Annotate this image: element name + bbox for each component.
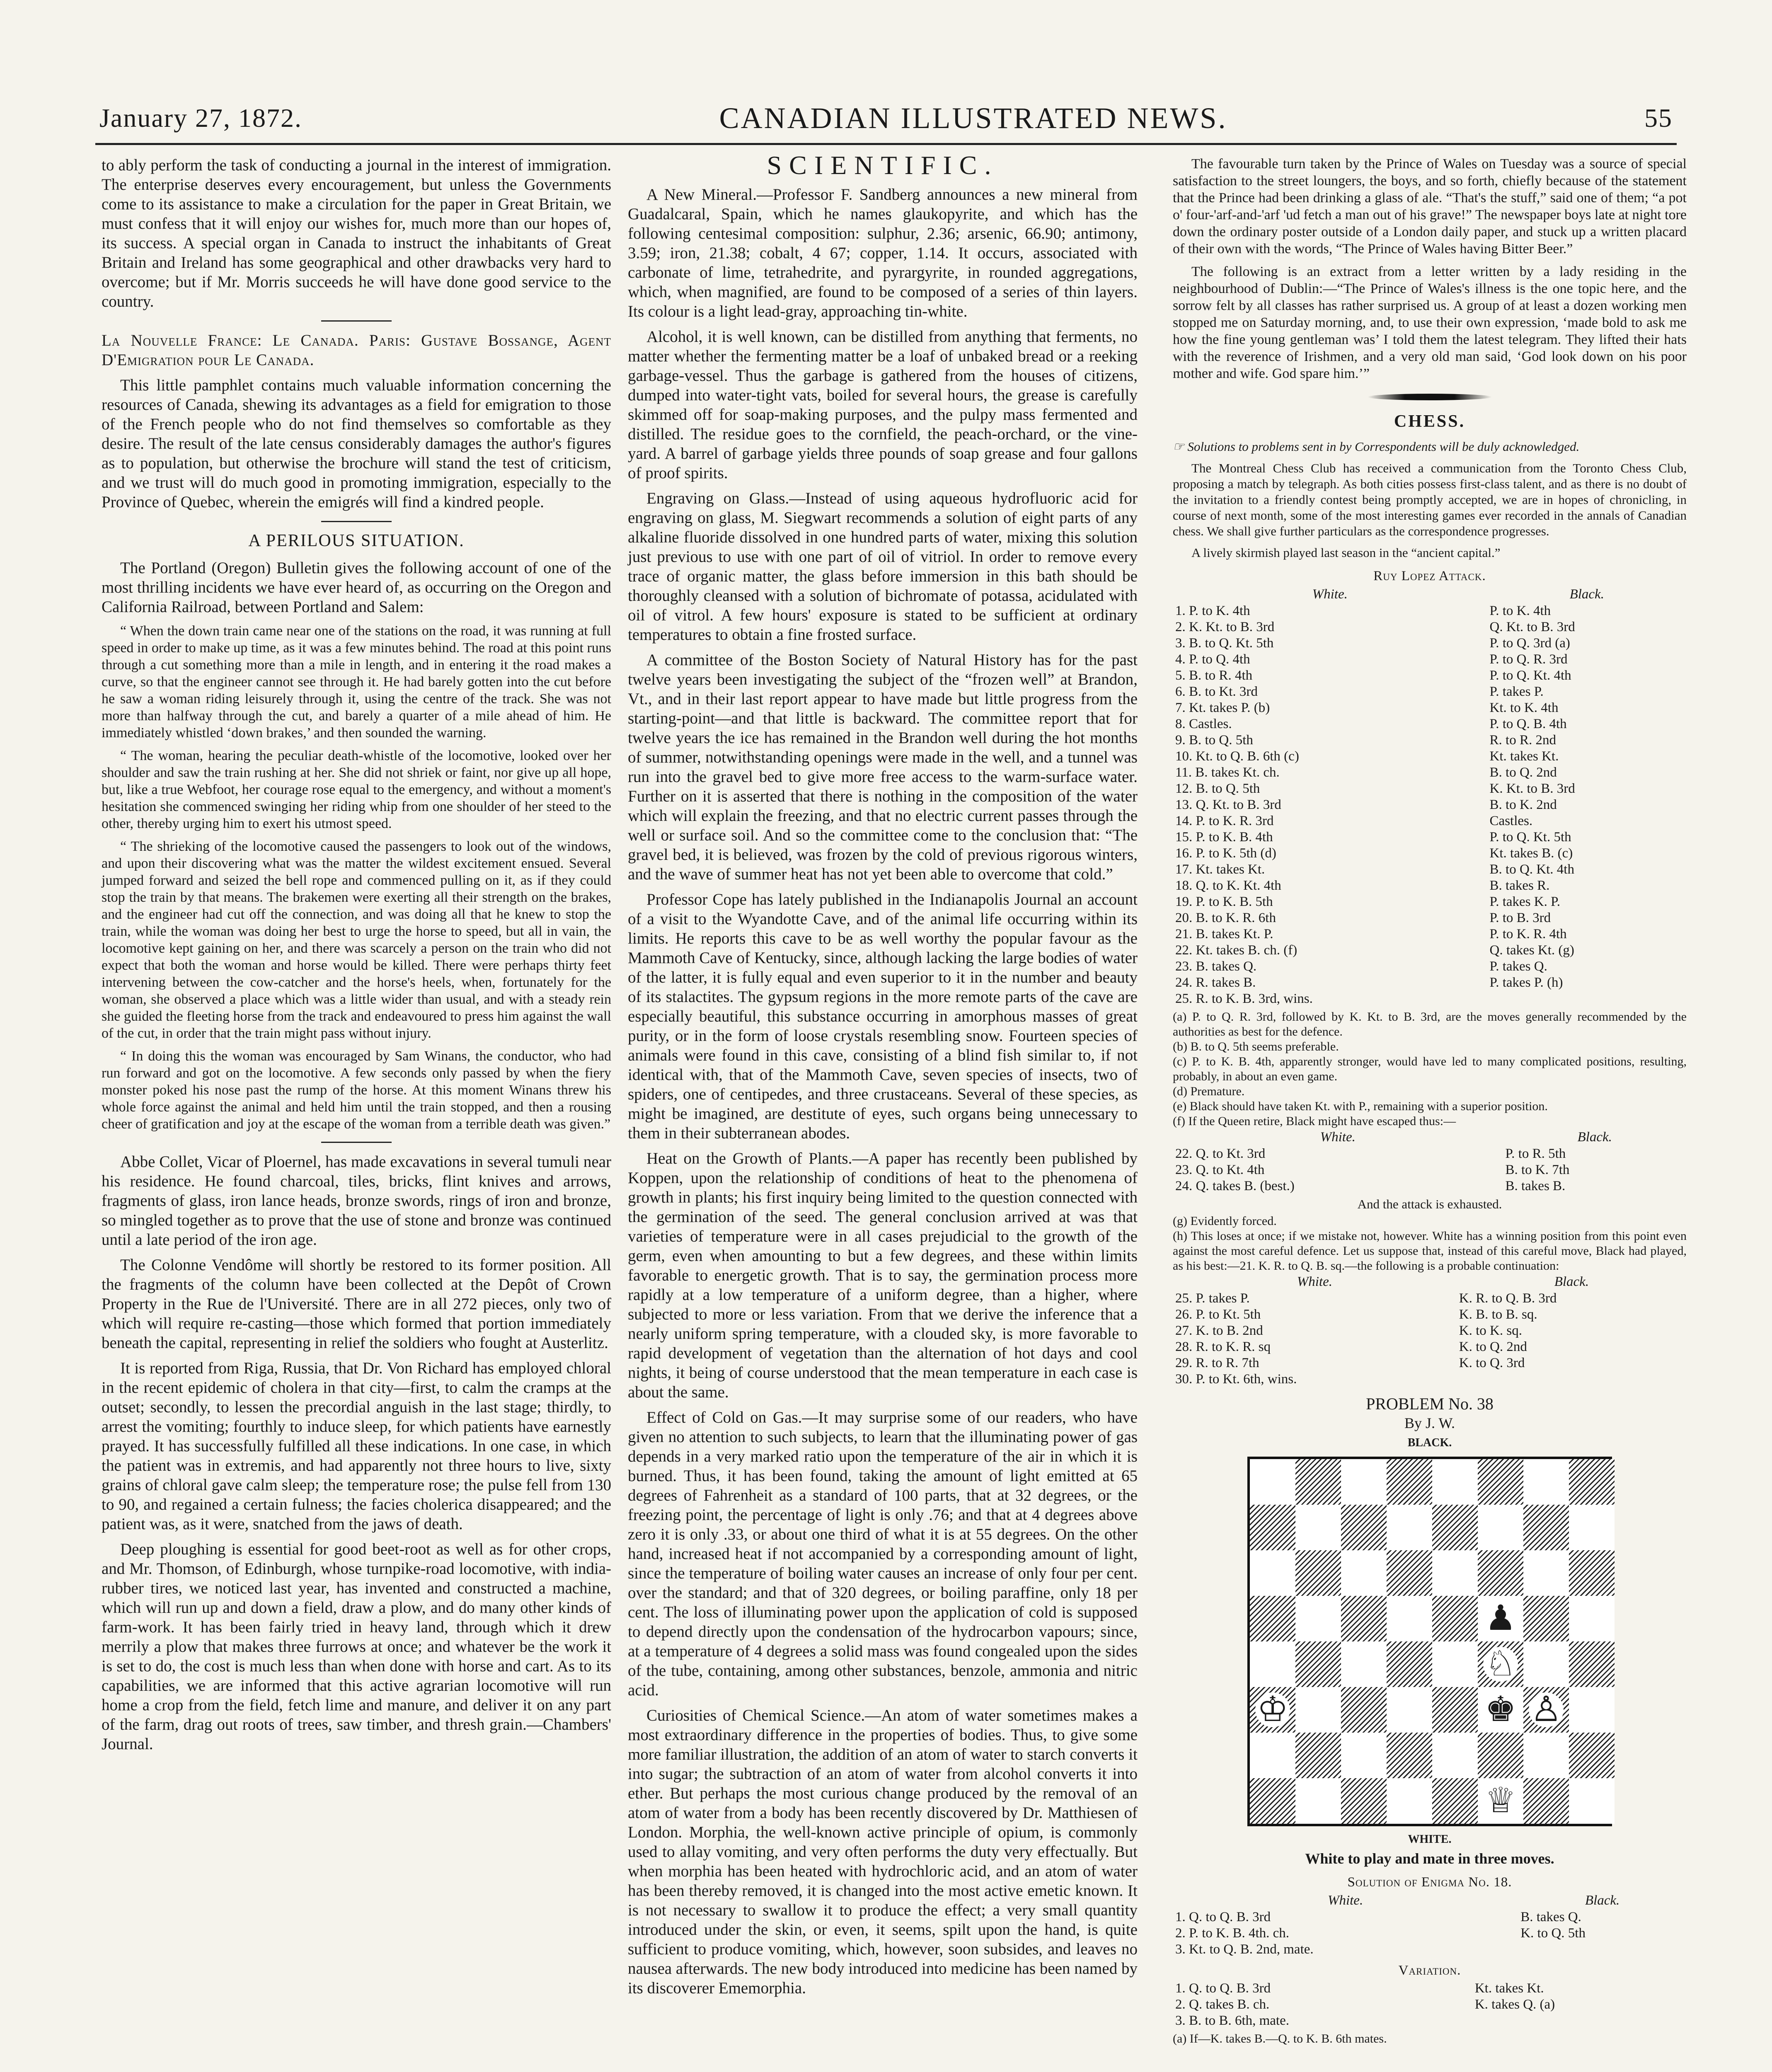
problem-title: PROBLEM No. 38 [1366,1394,1494,1413]
white-move: 19. P. to K. B. 5th [1175,894,1273,909]
board-square [1478,1550,1523,1596]
black-move: P. takes Q. [1489,959,1547,974]
black-move: Castles. [1489,813,1533,828]
white-move: 3. B. to B. 6th, mate. [1175,2013,1289,2028]
white-move: 9. B. to Q. 5th [1175,733,1253,748]
black-move: B. to K. 7th [1505,1162,1570,1177]
black-king-icon: ♚ [1483,1692,1518,1727]
black-move: K. to Q. 5th [1520,1926,1586,1941]
white-move: 2. K. Kt. to B. 3rd [1175,620,1275,634]
board-square [1523,1596,1569,1641]
move-row [1173,781,1687,797]
move-row [1173,1162,1687,1178]
black-move: P. to K. R. 4th [1489,927,1567,942]
game-note: (e) Black should have taken Kt. with P., remaining with a superior position. [1173,1099,1548,1113]
white-move: 23. Q. to Kt. 4th [1175,1162,1265,1177]
board-square [1478,1687,1523,1733]
move-row [1173,845,1687,862]
move-row [1173,651,1687,668]
board-square [1341,1459,1387,1505]
black-move: Q. takes Kt. (g) [1489,943,1574,958]
issue-date: January 27, 1872. [99,103,303,133]
move-row [1173,603,1687,619]
board-square [1569,1778,1615,1824]
game-notes [1173,1009,1687,1129]
black-column-header: Black. [1585,1893,1620,1908]
chess-notice: ☞ Solutions to problems sent in by Correspondents will be duly acknowledged. [1173,439,1580,454]
move-row [1173,1290,1687,1307]
board-square [1250,1778,1295,1824]
game-title: Ruy Lopez Attack. [1373,569,1486,583]
final-note: (a) If—K. takes B.—Q. to K. B. 6th mates. [1173,2032,1387,2045]
move-row [1173,910,1687,926]
white-move: 12. B. to Q. 5th [1175,781,1260,796]
white-column-header: White. [1312,587,1348,602]
white-move: 16. P. to K. 5th (d) [1175,846,1276,861]
board-square [1341,1505,1387,1550]
board-square [1295,1459,1341,1505]
black-move: K. to Q. 2nd [1459,1339,1527,1354]
board-square [1387,1778,1432,1824]
section-heading: A PERILOUS SITUATION. [248,531,465,550]
black-move: P. to Q. Kt. 5th [1489,830,1571,845]
move-row [1173,926,1687,942]
board-square [1341,1596,1387,1641]
black-move: B. takes R. [1489,878,1550,893]
divider [321,521,392,522]
board-square [1432,1459,1478,1505]
board-square [1250,1733,1295,1778]
move-row [1173,991,1687,1007]
black-move: K. takes Q. (a) [1474,1997,1555,2012]
newspaper-title: CANADIAN ILLUSTRATED NEWS. [719,101,1227,135]
move-row [1173,959,1687,975]
board-square [1523,1687,1569,1733]
ornament-divider [1173,394,1687,400]
header-rule [95,143,1677,145]
white-move: 22. Kt. takes B. ch. (f) [1175,943,1298,958]
board-square [1432,1505,1478,1550]
article-paragraph: A New Mineral.—Professor F. Sandberg announces a new mineral from Guadalcaral, Spain, which he names glaukopyrite, and which has the following centesimal composition: sulphur, 2.36; arsenic, 66.90; antimony, 3.59; iron, 21.38; cobalt, 4 67; copper, 1.14. It occurs, associated with carbonate of lime, tetrahedrite, and pyrargyrite, in rounded aggregations, which, when magnified, are found to be composed of a series of thin layers. Its colour is a light lead-gray, approaching tin-white. [628,186,1138,320]
game-note: (h) This loses at once; if we mistake not, however. White has a winning position from this point even against the most careful defence. Let us suppose that, instead of this careful move, Black had played, as his best:—21. K. R. to Q. B. sq.—the following is a probable continuation: [1173,1229,1687,1273]
board-square [1569,1550,1615,1596]
board-square [1387,1459,1432,1505]
white-move: 17. Kt. takes Kt. [1175,862,1265,877]
black-move [1457,1371,1687,1387]
black-move: K. to Q. 3rd [1459,1356,1525,1370]
move-row [1173,668,1687,684]
board-square [1387,1641,1432,1687]
move-row [1173,684,1687,700]
move-row [1173,1355,1687,1371]
variation-table [1173,1980,1687,2029]
black-move: Kt. takes Kt. [1474,1981,1544,1996]
board-square [1569,1687,1615,1733]
article-paragraph: The Portland (Oregon) Bulletin gives the following account of one of the most thrilling incidents we have ever heard of, as occurring on the Oregon and California Railroad, between Portland and Salem: [102,559,611,616]
article-paragraph: “ The shrieking of the locomotive caused the passengers to look out of the windows, and upon their discovering what was the matter the wildest excitement ensued. Several jumped forward and seized the bell rope and commenced pulling on it, as if they could stop the train by that means. The brakemen were exerting all their strength on the brakes, and the engineer had cut off the connection, and was doing all that he knew to stop the train, while the woman was doing her best to urge the horse to speed, but all in vain, the locomotive kept gaining on her, and there was scarcely a person on the train who did not expect that both the woman and horse would be killed. There were perhaps thirty feet intervening between the cow-catcher and the horse's heels, when, fortunately for the woman, she observed a place which was a little wider than usual, and with a steady rein she guided the fleeting horse from the track and endeavoured to press him against the wall of the cut, in order that the train might pass without injury. [102,839,611,1041]
black-move: B. to K. 2nd [1489,797,1557,812]
article-paragraph: Deep ploughing is essential for good beet-root as well as for other crops, and Mr. Thomson, of Edinburgh, whose turnpike-road locomotive, with india-rubber tires, we noticed last year, has invented and constructed a machine, which will run up and down a field, draw a plow, and do many other kinds of farm-work. It has been fairly tried in heavy land, through which it drew merrily a plow that makes three furrows at once; and whatever be the work it is set to do, the cost is much less than when done with horse and cart. As to its capabilities, we are informed that this active agrarian locomotive will run home a crop from the field, fetch lime and manure, and deliver it on any part of the farm, drag out roots of trees, saw timber, and thresh grain.—Chambers' Journal. [102,1540,611,1753]
board-square [1295,1687,1341,1733]
white-move: 25. R. to K. B. 3rd, wins. [1175,991,1313,1006]
move-row [1173,975,1687,991]
move-row [1173,862,1687,878]
black-pawn-icon: ♟ [1483,1601,1518,1636]
article-paragraph: Effect of Cold on Gas.—It may surprise some of our readers, who have given no attention to such subjects, to learn that the illuminating power of gas depends in a very marked ratio upon the temperature of the air in which it is burned. Thus, it has been found, taking the amount of light emitted at 65 degrees of Fahrenheit as a standard of 100 parts, that at 32 degrees, or the freezing point, the percentage of light is only .76; and that at 4 degrees above zero it is only .33, or about one third of what it is at 55 degrees. On the other hand, increased heat if not accompanied by a corresponding amount of light, since the temperature of boiling water causes an increase of only four per cent. over the standard; and that of 320 degrees, or boiling paraffine, only 18 per cent. The loss of illuminating power upon the application of cold is supposed to depend directly upon the condensation of the hydrocarbon vapours; since, at a temperature of 4 degrees a solid mass was found congealed upon the sides of the tube, containing, among other substances, benzole, ammonia and nitric acid. [628,1409,1138,1699]
white-king-icon: ♔ [1255,1692,1290,1727]
board-square [1387,1596,1432,1641]
board-square [1295,1596,1341,1641]
board-square [1295,1641,1341,1687]
board-square [1478,1733,1523,1778]
game-note: (b) B. to Q. 5th seems preferable. [1173,1040,1339,1053]
board-square [1569,1733,1615,1778]
move-row [1173,1339,1687,1355]
game-notes [1173,1214,1687,1273]
board-square [1432,1733,1478,1778]
column-2 [628,150,1138,2004]
move-row [1173,700,1687,716]
move-row [1173,894,1687,910]
article-paragraph: It is reported from Riga, Russia, that Dr. Von Richard has employed chloral in the recent epidemic of cholera in that city—first, to calm the cramps at the outset; secondly, to lessen the precordial anguish in the last stage; thirdly, to arrest the vomiting; fourthly to induce sleep, for which patients have earnestly prayed. It has successfully fulfilled all these indications. In one case, in which the patient was in extremis, and had apparently not three hours to live, sixty grains of chloral gave calm sleep; the temperature rose; the pulse fell from 130 to 90, and regained a certain fulness; the facies cholerica disappeared; and the patient was, as it were, snatched from the jaws of death. [102,1359,611,1533]
white-move: 21. B. takes Kt. P. [1175,927,1273,942]
move-row [1173,1997,1687,2013]
black-move: P. to Q. B. 4th [1489,716,1567,731]
black-move: Kt. takes B. (c) [1489,846,1573,861]
board-square [1295,1733,1341,1778]
board-square [1432,1596,1478,1641]
move-row [1173,1909,1687,1925]
article-paragraph: Alcohol, it is well known, can be distilled from anything that ferments, no matter whether the fermenting matter be a loaf of unbaked bread or a reeking garbage-vessel. Thus the garbage is gathered from the houses of citizens, dumped into water-tight vats, boiled for several hours, the grease is carefully skimmed off for soap-making purposes, and the pulpy mass fermented and distilled. The residue goes to the cornfield, the peach-orchard, or the vine-yard. A barrel of garbage yields three pounds of soap grease and four gallons of proof spirits. [628,328,1138,482]
white-move: 22. Q. to Kt. 3rd [1175,1146,1266,1161]
exhausted-note: And the attack is exhausted. [1357,1197,1502,1211]
article-paragraph: Heat on the Growth of Plants.—A paper has recently been published by Koppen, upon the relationship of conditions of heat to the phenomena of growth in plants; his first inquiry being limited to the question connected with the germination of the seed. The general conclusion arrived at was that varieties of temperature were in all cases prejudicial to the growth of the germ, even when amounting to but a few degrees, and these within limits favorable to energetic growth. That is to say, the germination process more rapidly at a low temperature of a uniform degree, than a higher, where subjected to more or less variation. From that we derive the inference that a nearly uniform spring temperature, with a clouded sky, is more favorable to rapid development of vegetation than the alternation of hot days and cool nights, it being of course understood that the mean temperature in each case is about the same. [628,1150,1138,1401]
black-move: Kt. takes Kt. [1489,749,1559,764]
black-move [1487,991,1687,1007]
move-row [1173,878,1687,894]
white-move: 4. P. to Q. 4th [1175,652,1250,667]
white-move: 5. B. to R. 4th [1175,668,1253,683]
white-move: 26. P. to Kt. 5th [1175,1307,1261,1322]
chess-board [1247,1457,1612,1826]
black-move: K. Kt. to B. 3rd [1489,781,1575,796]
game-note: (c) P. to K. B. 4th, apparently stronger, would have led to many complicated positions, resulting, probably, in about an even game. [1173,1055,1687,1083]
board-square [1387,1733,1432,1778]
white-move: 14. P. to K. R. 3rd [1175,813,1274,828]
board-square [1478,1778,1523,1824]
board-square [1569,1459,1615,1505]
white-move: 13. Q. Kt. to B. 3rd [1175,797,1281,812]
move-row [1173,797,1687,813]
black-move [1472,2013,1687,2029]
game-note: (f) If the Queen retire, Black might have escaped thus:— [1173,1114,1456,1128]
move-row [1173,1925,1687,1941]
black-move: P. takes P. [1489,684,1544,699]
board-square [1341,1778,1387,1824]
article-paragraph: Curiosities of Chemical Science.—An atom of water sometimes makes a most extraordinary difference in the properties of bodies. Thus, to give some more familiar illustration, the addition of an atom of water to starch converts it into sugar; the subtraction of an atom of water from alcohol converts it into ether. But perhaps the most curious change produced by the removal of an atom of water from a body has been recently discovered by Dr. Matthiesen of London. Morphia, the well-known active principle of opium, is commonly used to allay vomiting, and very often performs the duty very effectually. But when morphia has been heated with hydrochloric acid, and an atom of water has been thereby removed, it is changed into the most active emetic known. It is not necessary to swallow it to produce the effect; a very small quantity introduced under the skin, or even, it seems, spilt upon the hand, is quite sufficient to produce vomiting, which, however, soon subsides, and leaves no nausea afterwards. The new body introduced into medicine has been named by its discoverer Ememorphia. [628,1706,1138,1997]
white-move: 1. P. to K. 4th [1175,603,1250,618]
move-row [1173,1323,1687,1339]
white-move: 27. K. to B. 2nd [1175,1323,1263,1338]
white-move: 3. Kt. to Q. B. 2nd, mate. [1175,1942,1314,1957]
white-move: 25. P. takes P. [1175,1291,1250,1306]
variation-table [1173,1129,1687,1194]
board-square [1387,1505,1432,1550]
white-knight-icon: ♘ [1483,1647,1518,1682]
board-square [1295,1505,1341,1550]
move-row [1173,1980,1687,1997]
book-title: La Nouvelle France: Le Canada. Paris: Gustave Bossange, Agent D'Emigration pour Le Canada. [102,332,611,369]
move-row [1173,1371,1687,1387]
white-move: 3. B. to Q. Kt. 5th [1175,636,1274,651]
variation-table [1173,1273,1687,1387]
board-square [1523,1641,1569,1687]
board-square [1523,1505,1569,1550]
enigma-table [1173,1892,1687,1958]
article-paragraph: Professor Cope has lately published in the Indianapolis Journal an account of a visit to the Wyandotte Cave, and of the animal life occurring within its limits. He reports this cave to be as well worthy the popular favour as the Mammoth Cave of Kentucky, since, although lacking the large bodies of water of the latter, it is fully equal and even superior to it in the number and beauty of its stalactites. The gypsum regions in the more remote parts of the cave are especially beautiful, this substance occurring in amorphous masses of great purity, or in the form of loose crystals resembling snow. Fourteen species of animals were found in this cave, consisting of a blind fish similar to, if not identical with, that of the Mammoth Cave, seven species of insects, two of spiders, one of centipedes, and three crustaceans. Several of these species, as might be imagined, are destitute of eyes, such organs being unnecessary to them in their subterranean abodes. [628,891,1138,1142]
board-square [1341,1687,1387,1733]
game-intro: A lively skirmish played last season in the “ancient capital.” [1191,545,1501,560]
board-square [1478,1596,1523,1641]
board-square [1295,1778,1341,1824]
white-move: 1. Q. to Q. B. 3rd [1175,1910,1271,1924]
board-square [1250,1459,1295,1505]
article-paragraph: The favourable turn taken by the Prince of Wales on Tuesday was a source of special satisfaction to the street loungers, the boys, and so forth, chiefly because of the statement that the Prince had been drinking a glass of ale. “That's the stuff,” said one of them; “a pot o' four-'arf-and-'arf 'ud fetch a man out of his grave!” The newspaper boys late at night tore down the ordinary poster outside of a London daily paper, and stuck up a written placard of their own with the words, “The Prince of Wales having Bitter Beer.” [1173,156,1687,257]
board-square [1341,1641,1387,1687]
move-row [1173,942,1687,959]
white-move: 29. R. to R. 7th [1175,1356,1259,1370]
white-pawn-icon: ♙ [1529,1692,1563,1727]
black-move: B. to Q. 2nd [1489,765,1557,780]
black-move: P. takes K. P. [1489,894,1561,909]
board-square [1478,1459,1523,1505]
game-note: (a) P. to Q. R. 3rd, followed by K. Kt. to B. 3rd, are the moves generally recommended by the authorities as best for the defence. [1173,1010,1687,1038]
white-move: 8. Castles. [1175,716,1232,731]
board-square [1523,1459,1569,1505]
white-column-header: White. [1320,1130,1356,1145]
move-row [1173,748,1687,765]
article-paragraph: The Colonne Vendôme will shortly be restored to its former position. All the fragments of the column have been collected at the Depôt of Crown Property in the Rue de l'Université. There are in all 272 pieces, only two of which will require re-casting—those which formed that portion immediately beneath the capital, representing in relief the soldiers who fought at Austerlitz. [102,1256,611,1352]
board-square [1432,1687,1478,1733]
black-move: B. takes Q. [1520,1910,1581,1924]
column-3 [1173,155,1687,2048]
column-1 [102,155,611,1760]
board-square [1432,1778,1478,1824]
board-square [1341,1733,1387,1778]
black-move: K. to K. sq. [1459,1323,1522,1338]
article-paragraph: A committee of the Boston Society of Natural History has for the past twelve years been investigating the subject of the “frozen well” at Brandon, Vt., and in their last report appear to have made but little progress from the starting-point—and that little is backward. The committee report that for twelve years the ice has remained in the Brandon well during the hot months of summer, notwithstanding openings were made in the well, and a tunnel was run into the gravel bed to give more free access to the warm-surface water. Further on it is asserted that there is nothing in the composition of the water which will explain the freezing, and that no electric current passes through the well or surface soil. And so the committee come to the conclusion that: “The gravel bed, it is believed, was frozen by the cold of previous rigorous winters, and the wave of summer heat has not yet been able to overcome that cold.” [628,651,1138,883]
white-column-header: White. [1327,1893,1363,1908]
white-move: 2. P. to K. B. 4th. ch. [1175,1926,1290,1941]
board-square [1341,1550,1387,1596]
chess-news: The Montreal Chess Club has received a communication from the Toronto Chess Club, proposing a match by telegraph. As both cities possess first-class talent, and as there is no doubt of the invitation to a friendly contest being promptly accepted, we are in hopes of chronicling, in course of next month, some of the most interesting games ever recorded in the annals of Canadian chess. We shall give further particulars as the correspondence progresses. [1173,461,1687,538]
article-paragraph: “ The woman, hearing the peculiar death-whistle of the locomotive, looked over her shoulder and saw the train rushing at her. She did not shriek or faint, nor give up all hope, but, like a true Webfoot, her courage rose equal to the emergency, and without a moment's hesitation she commenced swinging her riding whip from one shoulder of her steed to the other, thereby urging him to exert his utmost speed. [102,748,611,831]
black-move: P. to R. 5th [1505,1146,1566,1161]
black-move: Q. Kt. to B. 3rd [1489,620,1575,634]
board-square [1250,1505,1295,1550]
white-move: 20. B. to K. R. 6th [1175,910,1276,925]
move-row [1173,1941,1687,1958]
game-moves-table [1173,586,1687,1007]
chess-heading: CHESS. [1394,412,1466,431]
move-row [1173,732,1687,748]
board-square [1295,1550,1341,1596]
white-column-header: White. [1297,1274,1332,1289]
page-number: 55 [1644,103,1673,133]
black-move: P. to K. 4th [1489,603,1551,618]
board-square [1478,1641,1523,1687]
board-square [1569,1596,1615,1641]
white-move: 18. Q. to K. Kt. 4th [1175,878,1281,893]
board-square [1523,1733,1569,1778]
black-column-header: Black. [1569,587,1604,602]
board-square [1523,1550,1569,1596]
game-note: (d) Premature. [1173,1084,1245,1098]
scientific-heading: SCIENTIFIC. [767,150,999,180]
article-paragraph: This little pamphlet contains much valuable information concerning the resources of Canada, shewing its advantages as a field for emigration to those of the French people who do not find themselves so comfortable as they desire. The result of the late census considerably damages the author's figures as to population, but otherwise the brochure will stand the test of criticism, and we trust will do much good in promoting immigration, especially to the Province of Quebec, wherein the emigrés will find a kindred people. [102,376,611,511]
move-row [1173,619,1687,635]
page-header [99,95,1673,141]
divider [321,320,392,322]
enigma-title: Solution of Enigma No. 18. [1347,1875,1512,1890]
variation-title: Variation. [1398,1963,1461,1978]
black-move: P. to Q. 3rd (a) [1489,636,1570,651]
white-move: 24. Q. takes B. (best.) [1175,1179,1295,1193]
move-row [1173,1178,1687,1194]
board-square [1387,1687,1432,1733]
board-square [1432,1641,1478,1687]
game-note: (g) Evidently forced. [1173,1214,1277,1228]
black-move: P. to Q. R. 3rd [1489,652,1568,667]
board-square [1569,1641,1615,1687]
article-paragraph: “ When the down train came near one of the stations on the road, it was running at full speed in order to make up time, as it was a few minutes behind. The road at this point runs through a cut something more than a mile in length, and in entering it the road makes a curve, so that the engineer cannot see through it. He had barely gotten into the cut before he saw a woman riding leisurely through it, using the centre of the track. She was not more than halfway through the cut, and barely a quarter of a mile ahead of him. He immediately whistled ‘down brakes,’ and then sounded the warning. [102,623,611,741]
black-move: P. takes P. (h) [1489,975,1563,990]
move-row [1173,765,1687,781]
divider [321,1142,392,1143]
white-move: 6. B. to Kt. 3rd [1175,684,1258,699]
board-square [1250,1641,1295,1687]
article-paragraph: Engraving on Glass.—Instead of using aqueous hydrofluoric acid for engraving on glass, M. Siegwart recommends a solution of eight parts of any alkaline fluoride dissolved in one hundred parts of water, mixing this solution just previous to use with one part of oil of vitriol. In order to remove every trace of organic matter, the glass before immersion in this bath should be thoroughly cleansed with a solution of bichromate of potassa, acidulated with oil of vitrol. A few hours' exposure is stated to be sufficient at ordinary temperatures to obtain a fine frosted surface. [628,489,1138,644]
move-row [1173,1146,1687,1162]
black-move: B. to Q. Kt. 4th [1489,862,1574,877]
article-paragraph: Abbe Collet, Vicar of Ploernel, has made excavations in several tumuli near his residence. He found charcoal, tiles, bricks, flint knives and arrows, fragments of glass, iron lance heads, bronze swords, rings of iron and bronze, so mingled together as to prove that the use of stone and bronze was continued until a late period of the iron age. [102,1153,611,1249]
move-row [1173,813,1687,829]
board-square [1432,1550,1478,1596]
white-move: 7. Kt. takes P. (b) [1175,700,1270,715]
white-move: 1. Q. to Q. B. 3rd [1175,1981,1271,1996]
move-row [1173,635,1687,651]
black-move: K. R. to Q. B. 3rd [1459,1291,1557,1306]
board-square [1387,1550,1432,1596]
board-square [1478,1505,1523,1550]
black-move: P. to Q. Kt. 4th [1489,668,1571,683]
move-row [1173,1307,1687,1323]
black-move: R. to R. 2nd [1489,733,1556,748]
black-column-header: Black. [1577,1130,1612,1145]
black-move: K. B. to B. sq. [1459,1307,1537,1322]
board-square [1250,1550,1295,1596]
board-square [1250,1596,1295,1641]
black-move: Kt. to K. 4th [1489,700,1559,715]
white-move: 2. Q. takes B. ch. [1175,1997,1270,2012]
black-move: B. takes B. [1505,1179,1566,1193]
white-move: 15. P. to K. B. 4th [1175,830,1273,845]
move-row [1173,716,1687,732]
problem-caption: White to play and mate in three moves. [1305,1850,1554,1867]
board-square [1569,1505,1615,1550]
white-side-label: WHITE. [1408,1833,1452,1846]
move-row [1173,2013,1687,2029]
problem-author: By J. W. [1404,1415,1455,1431]
white-move: 30. P. to Kt. 6th, wins. [1175,1372,1297,1387]
white-move: 24. R. takes B. [1175,975,1256,990]
board-square [1250,1687,1295,1733]
black-move [1518,1941,1687,1958]
board-square [1523,1778,1569,1824]
article-paragraph: to ably perform the task of conducting a journal in the interest of immigration. The enterprise deserves every encouragement, but unless the Governments come to its assistance to make a circulation for the paper in Great Britain, we must confess that it will enjoy our wishes for, much more than our hopes of, its success. A special organ in Canada to instruct the inhabitants of Great Britain and Ireland has some geographical and other drawbacks very hard to overcome; but if Mr. Morris succeeds he will have done good service to the country. [102,156,611,310]
white-move: 28. R. to K. R. sq [1175,1339,1271,1354]
white-move: 11. B. takes Kt. ch. [1175,765,1280,780]
white-queen-icon: ♕ [1483,1784,1518,1818]
move-row [1173,829,1687,845]
article-paragraph: The following is an extract from a letter written by a lady residing in the neighbourhood of Dublin:—“The Prince of Wales's illness is the one topic here, and the sorrow felt by all classes has rather surprised us. A group of at least a dozen working men stopped me on Saturday morning, and, to use their own expression, ‘made bold to ask me how the fine young gentleman was’ I told them the latest telegram. They lifted their hats with the reverence of Irishmen, and a very old man said, ‘God look down on his poor mother and wife. God spare him.’” [1173,264,1687,381]
article-paragraph: “ In doing this the woman was encouraged by Sam Winans, the conductor, who had run forward and got on the locomotive. A few seconds only passed by when the fiery monster poked his nose past the rump of the horse. At this moment Winans threw his whole force against the animal and held him until the train stopped, and then a rousing cheer of gratification and joy at the escape of the woman from a terrible death was given.” [102,1048,611,1132]
black-side-label: BLACK. [1407,1436,1452,1449]
black-move: P. to B. 3rd [1489,910,1551,925]
black-column-header: Black. [1554,1274,1589,1289]
white-move: 10. Kt. to Q. B. 6th (c) [1175,749,1299,764]
white-move: 23. B. takes Q. [1175,959,1257,974]
